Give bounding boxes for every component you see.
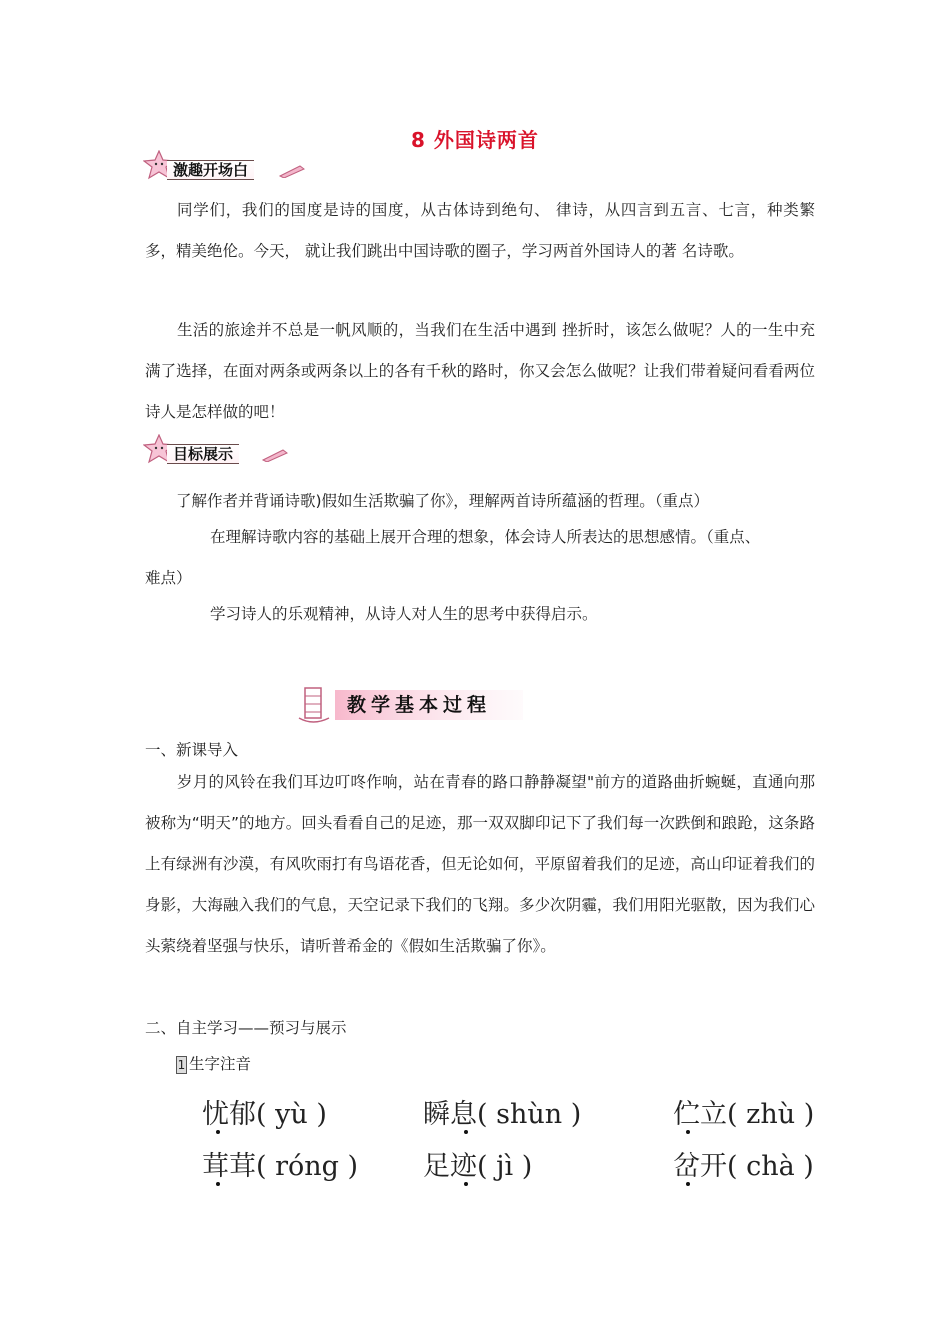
vocab-word: 忧郁 [202,1099,256,1130]
subheading-pronunciation [176,1052,251,1074]
pen-icon [261,448,289,462]
lesson-intro-paragraph: 岁月的风铃在我们耳边叮咚作响，站在青春的路口静静凝望"前方的道路曲折蜿蜒，直通向那被称为“明天”的地方。回头看看自己的足迹，那一双双脚印记下了我们每一次跌倒和踉跄，这条路上有绿洲有沙漠，有风吹雨打有鸟语花香，但无论如何，平原留着我们的足迹，高山印证着我们的身影，大海融入我们的气息，天空记录下我们的飞翔。多少次阴霾，我们用阳光驱散，因为我们心头萦绕着坚强与快乐，请听普希金的《假如生活欺骗了你》。 [145,773,815,955]
vocab-pinyin: ( róng ) [256,1151,359,1182]
emphasis-dot [216,1182,220,1186]
emphasis-dot [464,1182,468,1186]
emphasis-dot [686,1130,690,1134]
section-label: 激趣开场白 [167,160,254,180]
vocab-word: 茸茸 [202,1151,256,1182]
vocab-item [423,1144,532,1183]
vocab-item [673,1092,814,1131]
section-header-goals [143,434,303,464]
vocab-pinyin: ( zhù ) [727,1099,815,1130]
process-banner [295,684,525,726]
vocab-item [423,1092,581,1131]
intro-paragraph-2: 生活的旅途并不总是一帆风顺的，当我们在生活中遇到 挫折时，该怎么做呢？人的一生中充满了选择，在面对两条或两条以上的各有千秋的路时，你又会怎么做呢？让我们带着疑问看看两位诗人是怎样做的吧！ [145,321,815,421]
emphasis-dot [686,1182,690,1186]
goal-2-continued: 难点） [145,569,192,587]
pen-icon [278,164,306,178]
heading-new-lesson: 一、新课导入 [145,741,239,759]
page-title: 8 外国诗两首 [411,128,539,152]
banner-label: 教学基本过程 [347,694,492,716]
vocab-word: 足迹 [423,1151,477,1182]
intro-paragraph-1: 同学们，我们的国度是诗的国度，从古体诗到绝句、 律诗，从四言到五言、七言，种类繁多，精美绝伦。今天， 就让我们跳出中国诗歌的圈子，学习两首外国诗人的著 名诗歌。 [145,201,815,260]
goal-1: 了解作者并背诵诗歌)假如生活欺骗了你》，理解两首诗所蕴涵的哲理。（重点） [176,492,710,510]
vocab-item [673,1144,814,1183]
vocab-word: 岔开 [673,1151,727,1182]
vocab-pinyin: ( yù ) [256,1099,327,1130]
vocab-word: 伫立 [673,1099,727,1130]
vocab-pinyin: ( chà ) [727,1151,814,1182]
emphasis-dot [464,1130,468,1134]
section-label: 目标展示 [167,444,239,464]
section-header-intro [143,150,313,180]
vocab-item [202,1144,358,1183]
goal-2: 在理解诗歌内容的基础上展开合理的想象，体会诗人所表达的思想感情。（重点、 [210,528,761,546]
item-number: 1 [177,1057,186,1072]
goal-3: 学习诗人的乐观精神，从诗人对人生的思考中获得启示。 [210,605,598,623]
subheading-label: 生字注音 [189,1055,252,1073]
vocab-pinyin: ( jì ) [477,1151,533,1182]
vocab-pinyin: ( shùn ) [477,1099,582,1130]
vocab-item [202,1092,327,1131]
emphasis-dot [216,1130,220,1134]
vocab-word: 瞬息 [423,1099,477,1130]
heading-self-study: 二、自主学习——预习与展示 [145,1019,347,1037]
